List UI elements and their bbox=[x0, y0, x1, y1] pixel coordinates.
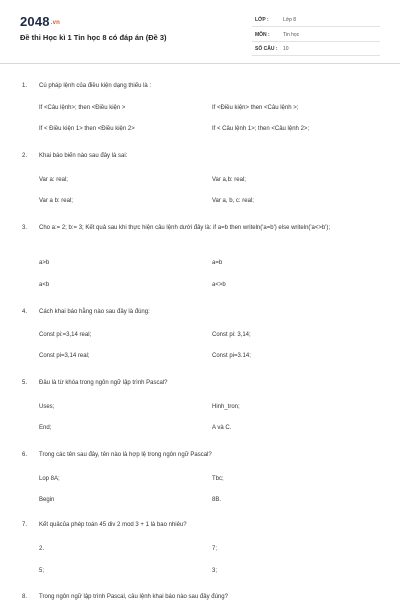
question-number: 3. bbox=[22, 225, 28, 231]
question-number: 8. bbox=[22, 594, 28, 600]
question-text: Đâu là từ khóa trong ngôn ngữ lập trình Pascal? bbox=[39, 380, 168, 386]
document-title: Đề thi Học kì 1 Tin học 8 có đáp án (Đề 3) bbox=[20, 33, 167, 42]
meta-value: Tin học bbox=[283, 32, 300, 38]
answer-option[interactable]: If < Câu lệnh 1>; then <Câu lệnh 2>; bbox=[212, 126, 310, 132]
answer-option[interactable]: 8B. bbox=[212, 497, 222, 503]
answer-option[interactable]: End; bbox=[39, 425, 52, 431]
meta-key: LỚP : bbox=[255, 17, 269, 23]
answer-option[interactable]: Const pi:=3,14 real; bbox=[39, 332, 92, 338]
answer-option[interactable]: Var a, b, c: real; bbox=[212, 198, 254, 204]
page-header bbox=[0, 0, 400, 64]
answer-option[interactable]: Var a b: real; bbox=[39, 198, 73, 204]
answer-option[interactable]: Const pi: 3,14; bbox=[212, 332, 251, 338]
question-text: Trong các tên sau đây, tên nào là hợp lệ trong ngôn ngữ Pascal? bbox=[39, 452, 212, 458]
question-number: 1. bbox=[22, 83, 28, 89]
question-number: 6. bbox=[22, 452, 28, 458]
meta-row-class bbox=[252, 14, 380, 27]
answer-option[interactable]: 5; bbox=[39, 568, 45, 574]
answer-option[interactable]: Begin bbox=[39, 497, 55, 503]
question-text: Kết quảcủa phép toán 45 div 2 mod 3 + 1 là bao nhiêu? bbox=[39, 522, 187, 528]
answer-option[interactable]: Const pi=3.14; bbox=[212, 353, 251, 359]
meta-value: 10 bbox=[283, 46, 289, 52]
meta-row-count bbox=[252, 43, 380, 56]
meta-value: Lớp 8 bbox=[283, 17, 297, 23]
logo-text: 2048 bbox=[20, 14, 50, 29]
answer-option[interactable]: A và C. bbox=[212, 425, 232, 431]
question-number: 5. bbox=[22, 380, 28, 386]
question-number: 7. bbox=[22, 522, 28, 528]
question-text: Cách khai báo hằng nào sau đây là đúng: bbox=[39, 309, 150, 315]
question-text: Trong ngôn ngữ lập trình Pascal, câu lệnh khai báo nào sau đây đúng? bbox=[39, 594, 228, 600]
answer-option[interactable]: Tbc; bbox=[212, 476, 224, 482]
answer-option[interactable]: a=b bbox=[212, 260, 223, 266]
question-number: 4. bbox=[22, 309, 28, 315]
site-logo[interactable] bbox=[20, 14, 60, 29]
answer-option[interactable]: Lop 8A; bbox=[39, 476, 60, 482]
question-text: Cho a:= 2; b:= 3; Kết quả sau khi thực hiện câu lệnh dưới đây là: if a=b then writeln('a=b') else writeln('a<>b'); bbox=[39, 225, 331, 231]
question-text: Cú pháp lệnh của điều kiện dạng thiếu là : bbox=[39, 83, 152, 89]
answer-option[interactable]: Const pi=3,14 real; bbox=[39, 353, 90, 359]
answer-option[interactable]: If <Điều kiện> then <Câu lệnh >; bbox=[212, 105, 299, 111]
answer-option[interactable]: If <Câu lệnh>; then <Điều kiện > bbox=[39, 105, 126, 111]
question-number: 2. bbox=[22, 153, 28, 159]
logo-suffix: .vn bbox=[50, 20, 61, 26]
question-text: Khai báo biến nào sau đây là sai: bbox=[39, 153, 128, 159]
answer-option[interactable]: Hinh_tron; bbox=[212, 404, 240, 410]
answer-option[interactable]: 7; bbox=[212, 546, 218, 552]
answer-option[interactable]: 3; bbox=[212, 568, 218, 574]
answer-option[interactable]: 2. bbox=[39, 546, 45, 552]
header-divider bbox=[0, 63, 400, 64]
answer-option[interactable]: Var a: real; bbox=[39, 177, 68, 183]
answer-option[interactable]: Var a,b: real; bbox=[212, 177, 246, 183]
meta-key: SỐ CÂU : bbox=[255, 46, 278, 52]
meta-key: MÔN : bbox=[255, 32, 270, 38]
meta-row-subject bbox=[252, 29, 380, 42]
answer-option[interactable]: a>b bbox=[39, 260, 50, 266]
answer-option[interactable]: If < Điều kiện 1> then <Điều kiện 2> bbox=[39, 126, 135, 132]
answer-option[interactable]: Uses; bbox=[39, 404, 55, 410]
answer-option[interactable]: a<b bbox=[39, 282, 50, 288]
answer-option[interactable]: a<>b bbox=[212, 282, 226, 288]
